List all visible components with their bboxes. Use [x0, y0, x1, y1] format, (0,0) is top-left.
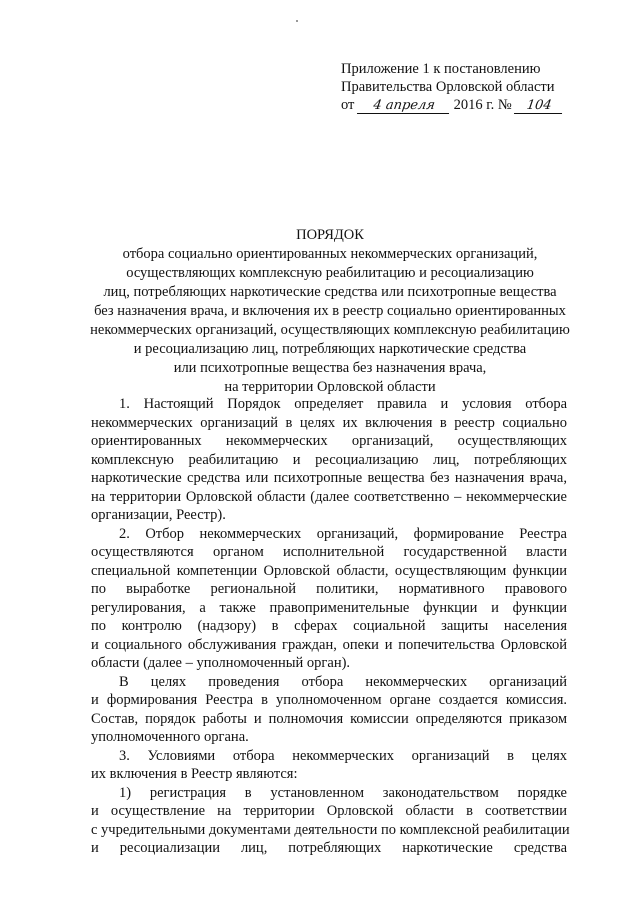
- handwritten-number: 104: [514, 99, 564, 114]
- text-line: специальной компетенции Орловской области, осуществляющим функции: [91, 562, 567, 579]
- scan-speck: [296, 20, 298, 22]
- title-line: осуществляющих комплексную реабилитацию и ресоциализацию: [126, 265, 534, 281]
- text-line: комплексную реабилитацию и ресоциализацию лиц, потребляющих: [91, 451, 567, 468]
- text-line: и ресоциализации лиц, потребляющих наркотические средства: [91, 840, 567, 856]
- text-line: ориентированных некоммерческих организаций, осуществляющих: [91, 433, 567, 449]
- document-title: [80, 226, 580, 397]
- title-line: без назначения врача, и включения их в реестр социально ориентированных: [94, 303, 566, 319]
- text-line: Состав, порядок работы и полномочия комиссии определяются приказом: [91, 710, 567, 727]
- text-line: уполномоченного органа.: [91, 729, 249, 745]
- paragraph-5: [91, 784, 570, 858]
- text-line: некоммерческих организаций в целях их включения в реестр социально: [91, 414, 567, 431]
- appendix-date-line: [341, 96, 581, 114]
- text-line: области (далее – уполномоченный орган).: [91, 655, 351, 671]
- text-line: 1. Настоящий Порядок определяет правила и условия отбора: [119, 396, 567, 412]
- appendix-header: [341, 60, 581, 114]
- text-line: организации, Реестр).: [91, 507, 226, 523]
- title-line: отбора социально ориентированных некоммерческих организаций,: [122, 246, 538, 262]
- document-body: [91, 395, 570, 858]
- text-line: и формирования Реестра в уполномоченном органе создается комиссия.: [91, 692, 567, 708]
- paragraph-4: [91, 747, 567, 784]
- title-line: некоммерческих организаций, осуществляющих комплексную реабилитацию: [90, 322, 570, 338]
- title-line: лиц, потребляющих наркотические средства или психотропные вещества: [103, 284, 557, 300]
- text-line: по контролю (надзору) в сферах социальной защиты населения: [91, 618, 567, 634]
- text-line: 3. Условиями отбора некоммерческих организаций в целях: [119, 747, 567, 764]
- text-line: регулирования, а также правоприменительные функции и функции: [91, 599, 567, 616]
- title-line: на территории Орловской области: [224, 379, 436, 395]
- text-line: осуществляются органом исполнительной государственной власти: [91, 544, 567, 560]
- text-line: 2. Отбор некоммерческих организаций, формирование Реестра: [119, 525, 567, 542]
- title-line: и ресоциализацию лиц, потребляющих наркотические средства: [133, 341, 527, 357]
- text-line: на территории Орловской области (далее соответственно – некоммерческие: [91, 488, 567, 505]
- paragraph-3: [91, 673, 567, 747]
- text-line: их включения в Реестр являются:: [91, 766, 298, 782]
- text-line: В целях проведения отбора некоммерческих организаций: [119, 673, 567, 690]
- handwritten-date: 4 апреля: [357, 99, 451, 114]
- title-heading: ПОРЯДОК: [296, 227, 364, 243]
- title-line: или психотропные вещества без назначения врача,: [173, 360, 487, 376]
- text-line: с учредительными документами деятельности по комплексной реабилитации: [91, 821, 570, 838]
- appendix-line-2: Правительства Орловской области: [341, 79, 555, 95]
- from-label: от: [341, 97, 355, 113]
- text-line: 1) регистрация в установленном законодательством порядке: [119, 784, 567, 801]
- text-line: и осуществление на территории Орловской области в соответствии: [91, 803, 567, 819]
- year-number-label: 2016 г. №: [453, 97, 512, 113]
- paragraph-2: [91, 525, 567, 673]
- paragraph-1: [91, 395, 567, 525]
- appendix-line-1: Приложение 1 к постановлению: [341, 61, 541, 77]
- text-line: наркотические средства или психотропные вещества без назначения врача,: [91, 470, 567, 486]
- text-line: по выработке региональной политики, нормативного правового: [91, 581, 567, 597]
- text-line: и социального обслуживания граждан, опеки и попечительства Орловской: [91, 636, 567, 653]
